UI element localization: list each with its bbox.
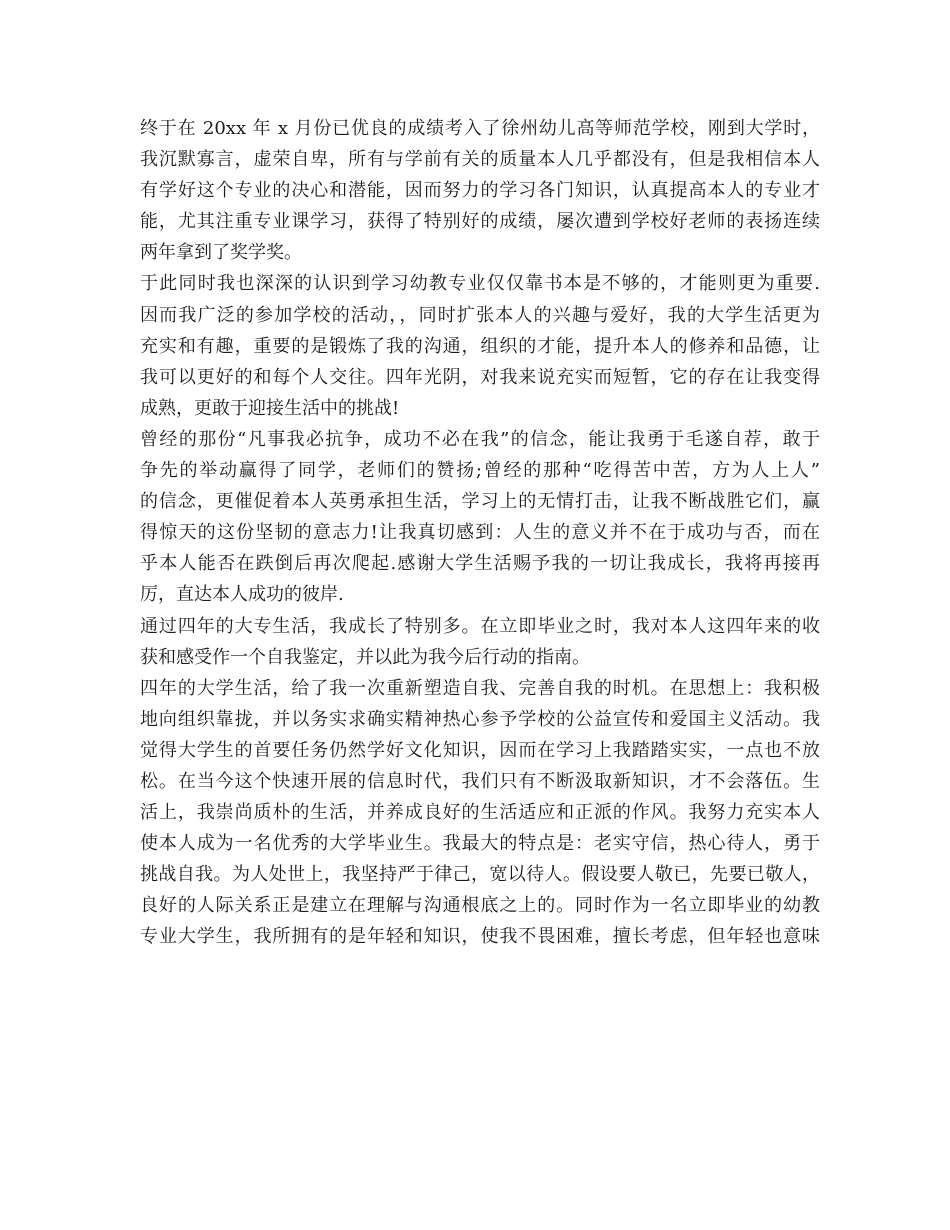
text-line: 活上，我崇尚质朴的生活，并养成良好的生活适应和正派的作风。我努力充实本人 [140,802,820,824]
text-line: 充实和有趣，重要的是锻炼了我的沟通，组织的才能，提升本人的修养和品德，让 [140,335,820,357]
text-line: 我沉默寡言，虚荣自卑，所有与学前有关的质量本人几乎都没有，但是我相信本人 [140,149,820,171]
text-line: 曾经的那份“凡事我必抗争，成功不必在我”的信念，能让我勇于毛遂自荐，敢于 [140,428,820,450]
text-line: 因而我广泛的参加学校的活动，，同时扩张本人的兴趣与爱好，我的大学生活更为 [140,304,820,326]
text-line: 于此同时我也深深的认识到学习幼教专业仅仅靠书本是不够的，才能则更为重要. [140,273,820,295]
text-line: 专业大学生，我所拥有的是年轻和知识，使我不畏困难，擅长考虑，但年轻也意味 [140,926,820,948]
text-line: 通过四年的大专生活，我成长了特别多。在立即毕业之时，我对本人这四年来的收 [140,615,820,637]
text-line: 挑战自我。为人处世上，我坚持严于律己，宽以待人。假设要人敬已，先要已敬人， [140,864,820,886]
text-line: 成熟，更敢于迎接生活中的挑战! [140,397,400,419]
text-line: 我可以更好的和每个人交往。四年光阴，对我来说充实而短暂，它的存在让我变得 [140,366,820,388]
text-line: 松。在当今这个快速开展的信息时代，我们只有不断汲取新知识，才不会落伍。生 [140,770,820,792]
text-line: 获和感受作一个自我鉴定，并以此为我今后行动的指南。 [140,646,590,668]
text-line: 得惊天的这份坚韧的意志力!让我真切感到：人生的意义并不在于成功与否，而在 [140,522,820,544]
text-line: 有学好这个专业的决心和潜能，因而努力的学习各门知识，认真提高本人的专业才 [140,180,820,202]
text-line: 觉得大学生的首要任务仍然学好文化知识，因而在学习上我踏踏实实，一点也不放 [140,739,820,761]
text-line: 终于在 20xx 年 x 月份已优良的成绩考入了徐州幼儿高等师范学校，刚到大学时， [140,118,820,139]
text-line: 地向组织靠拢，并以务实求确实精神热心参予学校的公益宣传和爱国主义活动。我 [140,708,820,730]
text-line: 厉，直达本人成功的彼岸. [140,584,344,606]
text-line: 两年拿到了奖学奖。 [140,242,302,264]
text-line: 良好的人际关系正是建立在理解与沟通根底之上的。同时作为一名立即毕业的幼教 [140,895,820,917]
text-line: 四年的大学生活，给了我一次重新塑造自我、完善自我的时机。在思想上：我积极 [140,677,820,699]
text-line: 争先的举动赢得了同学，老师们的赞扬;曾经的那种“吃得苦中苦，方为人上人” [140,460,820,482]
text-line: 乎本人能否在跌倒后再次爬起.感谢大学生活赐予我的一切让我成长，我将再接再 [140,553,820,575]
document-body [140,113,820,953]
text-line: 的信念，更催促着本人英勇承担生活，学习上的无情打击，让我不断战胜它们，赢 [140,491,820,513]
text-line: 能，尤其注重专业课学习，获得了特别好的成绩，屡次遭到学校好老师的表扬连续 [140,211,820,233]
text-line: 使本人成为一名优秀的大学毕业生。我最大的特点是：老实守信，热心待人，勇于 [140,833,820,855]
